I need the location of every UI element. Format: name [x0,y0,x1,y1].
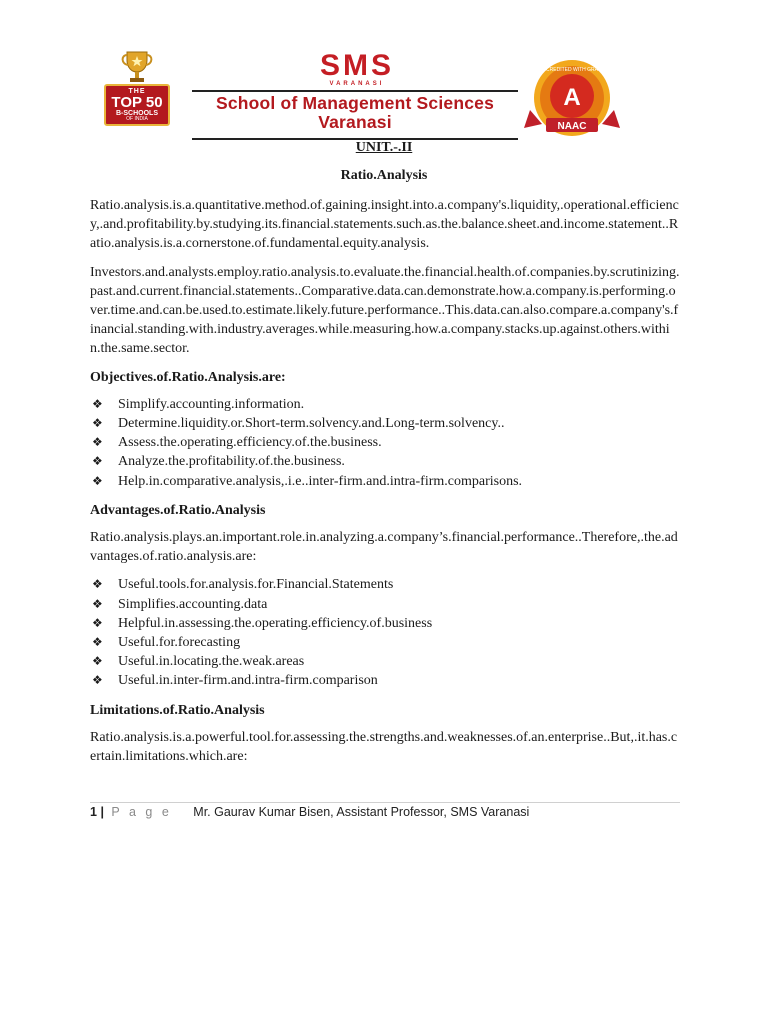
naac-label: NAAC [557,121,587,132]
list-item: ❖ Useful.for.forecasting [118,633,680,652]
naac-grade: A [563,84,581,111]
sms-logo-text: SMS [319,49,394,82]
advantages-heading: Advantages.of.Ratio.Analysis [90,502,266,518]
list-item: ❖ Simplifies.accounting.data [118,595,680,614]
intro-paragraph-2: Investors.and.analysts.employ.ratio.analysis.to.evaluate.the.financial.health.of.companies.by.scrutinizing.past.and.current.financial.statements..Comparative.data.can.demonstrate.how.a.company.is.performing.over.time.and.can.be.used.to.estimate.likely.future.performance..This.data.can.also.compare.a.company's.financial.standing.with.industry.averages.while.measuring.how.a.company.stacks.up.against.others.within.the.same.sector. [90,264,680,357]
header-top-rule [192,90,518,92]
objectives-heading: Objectives.of.Ratio.Analysis.are: [90,369,286,385]
document-header [88,44,688,144]
document-body [90,196,680,775]
badge-line1: THE [128,88,146,95]
list-item: ❖ Simplify.accounting.information. [118,395,680,414]
footer-author: Mr. Gaurav Kumar Bisen, Assistant Professor, SMS Varanasi [193,805,530,819]
list-item: ❖ Assess.the.operating.efficiency.of.the.business. [118,433,680,452]
school-name-line2: Varanasi [318,112,392,132]
objectives-list [90,395,680,491]
unit-heading: UNIT.-.II [355,140,413,155]
top50-ribbon [104,84,169,126]
list-item: ❖ Determine.liquidity.or.Short-term.solvency.and.Long-term.solvency.. [118,414,680,433]
limitations-intro: Ratio.analysis.is.a.powerful.tool.for.assessing.the.strengths.and.weaknesses.of.an.enterprise..But,.it.has.certain.limitations.which.are: [90,729,678,765]
footer-separator: | [100,805,104,819]
badge-line4: OF INDIA [126,116,148,122]
page-number: 1 [90,805,97,819]
naac-ring-text: ACCREDITED WITH GRADE [539,67,605,73]
top50-badge [88,48,186,140]
list-item: ❖ Useful.in.inter-firm.and.intra-firm.comparison [118,671,680,690]
list-item: ❖ Help.in.comparative.analysis,.i.e..inter-firm.and.intra-firm.comparisons. [118,472,680,491]
limitations-heading: Limitations.of.Ratio.Analysis [90,702,265,718]
naac-badge-icon [524,58,620,142]
trophy-icon [117,48,157,88]
list-item: ❖ Useful.in.locating.the.weak.areas [118,652,680,671]
footer-divider [90,802,680,803]
badge-line2: TOP 50 [111,94,163,111]
school-name-line1: School of Management Sciences [215,93,495,113]
sms-logo-subtext: VARANASI [329,81,385,87]
badge-line3: B-SCHOOLS [116,110,158,117]
page-title: Ratio.Analysis [340,168,428,183]
advantages-intro: Ratio.analysis.plays.an.important.role.in.analyzing.a.company’s.financial.performance..Therefore,.the.advantages.of.ratio.analysis.are: [90,530,678,565]
intro-paragraph-1: Ratio.analysis.is.a.quantitative.method.of.gaining.insight.into.a.company's.liquidity,.operational.efficiency,.and.profitability.by.studying.its.financial.statements.such.as.the.balance.sheet.and.income.statement..Ratio.analysis.is.a.cornerstone.of.fundamental.equity.analysis. [90,198,679,252]
list-item: ❖ Useful.tools.for.analysis.for.Financial.Statements [118,575,680,594]
list-item: ❖ Analyze.the.profitability.of.the.business. [118,452,680,471]
school-logo [192,49,518,142]
school-name [192,94,518,132]
page-label: P a g e [111,805,172,819]
page-footer [90,805,529,819]
list-item: ❖ Helpful.in.assessing.the.operating.efficiency.of.business [118,614,680,633]
advantages-list [90,575,680,690]
